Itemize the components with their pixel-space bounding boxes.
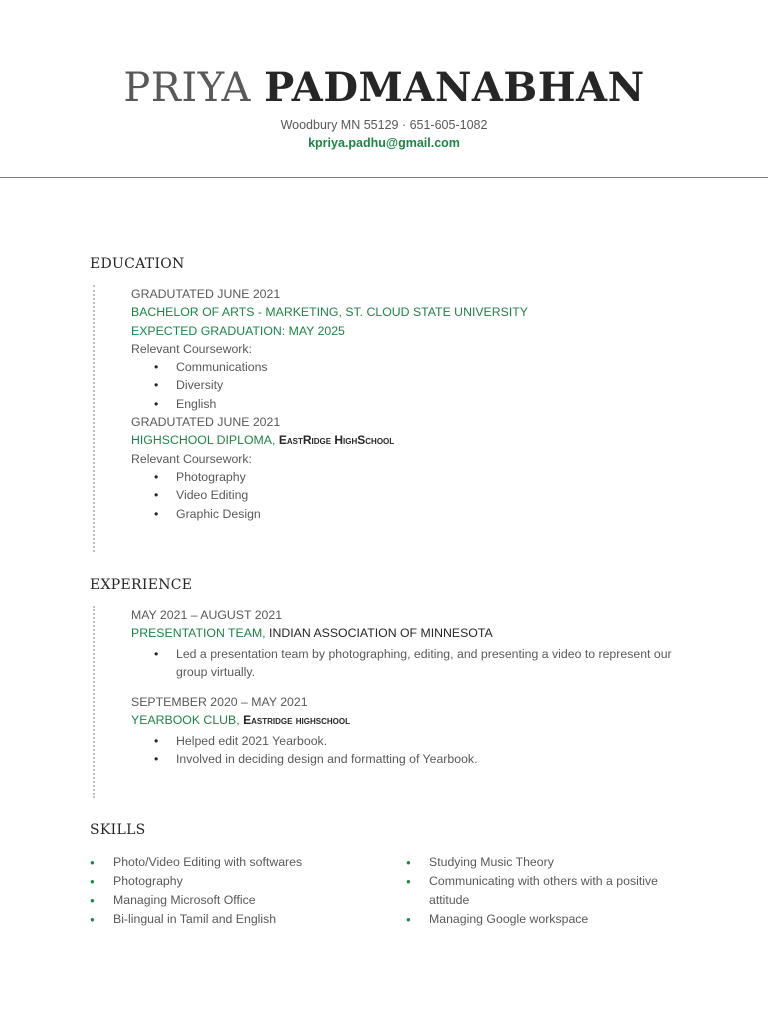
experience-bullets [131,645,693,682]
skills-right-column [406,853,676,929]
experience-role: PRESENTATION TEAM, [131,626,266,641]
full-name [0,60,768,116]
experience-org: Eastridge highschool [243,713,350,728]
skills-heading: SKILLS [90,822,146,838]
experience-section [93,606,693,798]
experience-role: YEARBOOK CLUB, [131,713,240,728]
last-name: PADMANABHAN [264,64,645,111]
list-item: • Communications [176,358,693,376]
list-item: ● Managing Google workspace [429,910,676,929]
email-address[interactable]: kpriya.padhu@gmail.com [308,136,460,150]
list-item: • English [176,395,693,413]
header-divider [0,177,768,178]
experience-date: MAY 2021 – AUGUST 2021 [131,608,283,622]
experience-org: INDIAN ASSOCIATION OF MINNESOTA [269,626,493,641]
experience-bullets [131,732,693,769]
education-degree: HIGHSCHOOL DIPLOMA, [131,433,276,448]
skills-left-column [90,853,390,929]
list-item: • Led a presentation team by photographing, editing, and presenting a video to represent our group virtually. [176,645,676,682]
first-name: PRIYA [123,65,251,111]
contact-info: Woodbury MN 55129 · 651-605-1082 [280,118,488,132]
experience-heading: EXPERIENCE [90,577,193,593]
education-expected: EXPECTED GRADUATION: MAY 2025 [131,323,345,338]
coursework-label: Relevant Coursework: [131,451,252,466]
coursework-label: Relevant Coursework: [131,341,252,356]
list-item: • Involved in deciding design and formatting of Yearbook. [176,750,693,768]
list-item: ● Studying Music Theory [429,853,676,872]
list-item: • Photography [176,468,693,486]
coursework-list [131,468,693,523]
list-item: ● Bi-lingual in Tamil and English [113,910,390,929]
list-item: • Video Editing [176,486,693,504]
list-item: • Diversity [176,376,693,394]
list-item: ● Communicating with others with a positive attitude [429,872,676,910]
education-date: GRADUTATED JUNE 2021 [131,415,281,430]
list-item: ● Managing Microsoft Office [113,891,390,910]
education-date: GRADUTATED JUNE 2021 [131,287,281,301]
education-section [93,285,693,552]
education-heading: EDUCATION [90,256,185,272]
list-item: ● Photography [113,872,390,891]
list-item: ● Photo/Video Editing with softwares [113,853,390,872]
list-item: • Graphic Design [176,505,693,523]
education-degree: BACHELOR OF ARTS - MARKETING, ST. CLOUD STATE UNIVERSITY [131,305,528,320]
experience-date: SEPTEMBER 2020 – MAY 2021 [131,695,308,710]
coursework-list [131,358,693,413]
school-name: EastRidge HighSchool [278,433,395,448]
resume-header [0,60,768,152]
list-item: • Helped edit 2021 Yearbook. [176,732,693,750]
